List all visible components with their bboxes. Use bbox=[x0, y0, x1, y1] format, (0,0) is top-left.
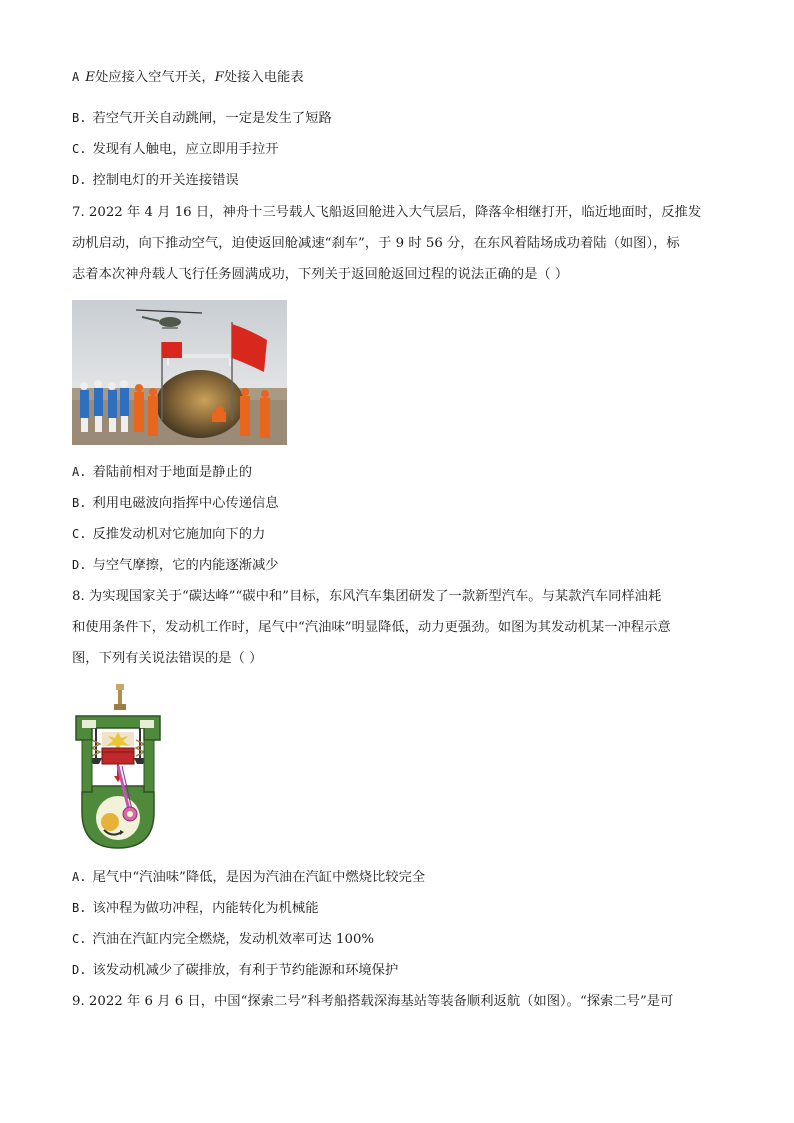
option-letter: B. bbox=[72, 901, 87, 915]
q6-option-c bbox=[72, 140, 279, 159]
q8-stem-line-2: 和使用条件下，发动机工作时，尾气中“汽油味”明显降低，动力更强劲。如图为其发动机某一冲程示意 bbox=[72, 620, 671, 635]
option-text: 反推发动机对它施加向下的力 bbox=[92, 527, 266, 542]
option-letter: C. bbox=[72, 527, 87, 541]
option-text: 控制电灯的开关连接错误 bbox=[92, 173, 239, 188]
q6-option-d bbox=[72, 171, 239, 190]
option-letter: A. bbox=[72, 870, 87, 884]
option-letter: B. bbox=[72, 111, 87, 125]
q6-option-b bbox=[72, 109, 332, 128]
q8-option-a bbox=[72, 868, 425, 887]
option-text: 处应接入空气开关， bbox=[94, 70, 215, 85]
option-letter: D. bbox=[72, 963, 87, 977]
option-text: 着陆前相对于地面是静止的 bbox=[92, 465, 253, 480]
option-letter: A. bbox=[72, 465, 87, 479]
option-text: 汽油在汽缸内完全燃烧，发动机效率可达 100% bbox=[92, 932, 375, 947]
engine-stroke-diagram bbox=[72, 682, 164, 852]
q8-option-b bbox=[72, 899, 319, 918]
q7-option-b bbox=[72, 494, 279, 513]
variable-e: E bbox=[85, 70, 95, 85]
option-text: 利用电磁波向指挥中心传递信息 bbox=[92, 496, 279, 511]
q7-option-a bbox=[72, 463, 252, 482]
option-text: 处接入电能表 bbox=[223, 70, 304, 85]
option-letter: C. bbox=[72, 142, 87, 156]
option-letter: D. bbox=[72, 173, 87, 187]
q7-stem-line-3: 志着本次神舟载人飞行任务圆满成功，下列关于返回舱返回过程的说法正确的是（ ） bbox=[72, 267, 569, 282]
q6-option-a bbox=[72, 68, 304, 87]
capsule-landing-photo bbox=[72, 300, 287, 445]
option-text: 该发动机减少了碳排放，有利于节约能源和环境保护 bbox=[92, 963, 399, 978]
q7-stem-line-1: 7. 2022 年 4 月 16 日，神舟十三号载人飞船返回舱进入大气层后，降落伞相继打开，临近地面时，反推发 bbox=[72, 205, 702, 220]
option-letter: C. bbox=[72, 932, 87, 946]
q9-stem-line-1: 9. 2022 年 6 月 6 日，中国“探索二号”科考船搭载深海基站等装备顺利返航（如图）。“探索二号”是可 bbox=[72, 994, 674, 1009]
q8-stem-line-1: 8. 为实现国家关于“碳达峰”“碳中和”目标，东风汽车集团研发了一款新型汽车。与某款汽车同样油耗 bbox=[72, 589, 662, 604]
option-text: 与空气摩擦，它的内能逐渐减少 bbox=[92, 558, 279, 573]
option-text: 该冲程为做功冲程，内能转化为机械能 bbox=[92, 901, 319, 916]
option-letter: A bbox=[72, 70, 80, 84]
option-text: 发现有人触电，应立即用手拉开 bbox=[92, 142, 279, 157]
option-letter: B. bbox=[72, 496, 87, 510]
option-text: 若空气开关自动跳闸，一定是发生了短路 bbox=[92, 111, 332, 126]
q7-option-c bbox=[72, 525, 265, 544]
spark-plug-icon bbox=[114, 684, 126, 710]
q8-option-c bbox=[72, 930, 374, 949]
q8-option-d bbox=[72, 961, 398, 980]
variable-f: F bbox=[214, 70, 224, 85]
option-text: 尾气中“汽油味”降低，是因为汽油在汽缸中燃烧比较完全 bbox=[92, 870, 426, 885]
q7-option-d bbox=[72, 556, 279, 575]
q7-stem-line-2: 动机启动，向下推动空气，迫使返回舱减速“刹车”，于 9 时 56 分，在东风着陆场成功着陆（如图），标 bbox=[72, 236, 680, 251]
option-letter: D. bbox=[72, 558, 87, 572]
q8-stem-line-3: 图，下列有关说法错误的是（ ） bbox=[72, 651, 263, 666]
